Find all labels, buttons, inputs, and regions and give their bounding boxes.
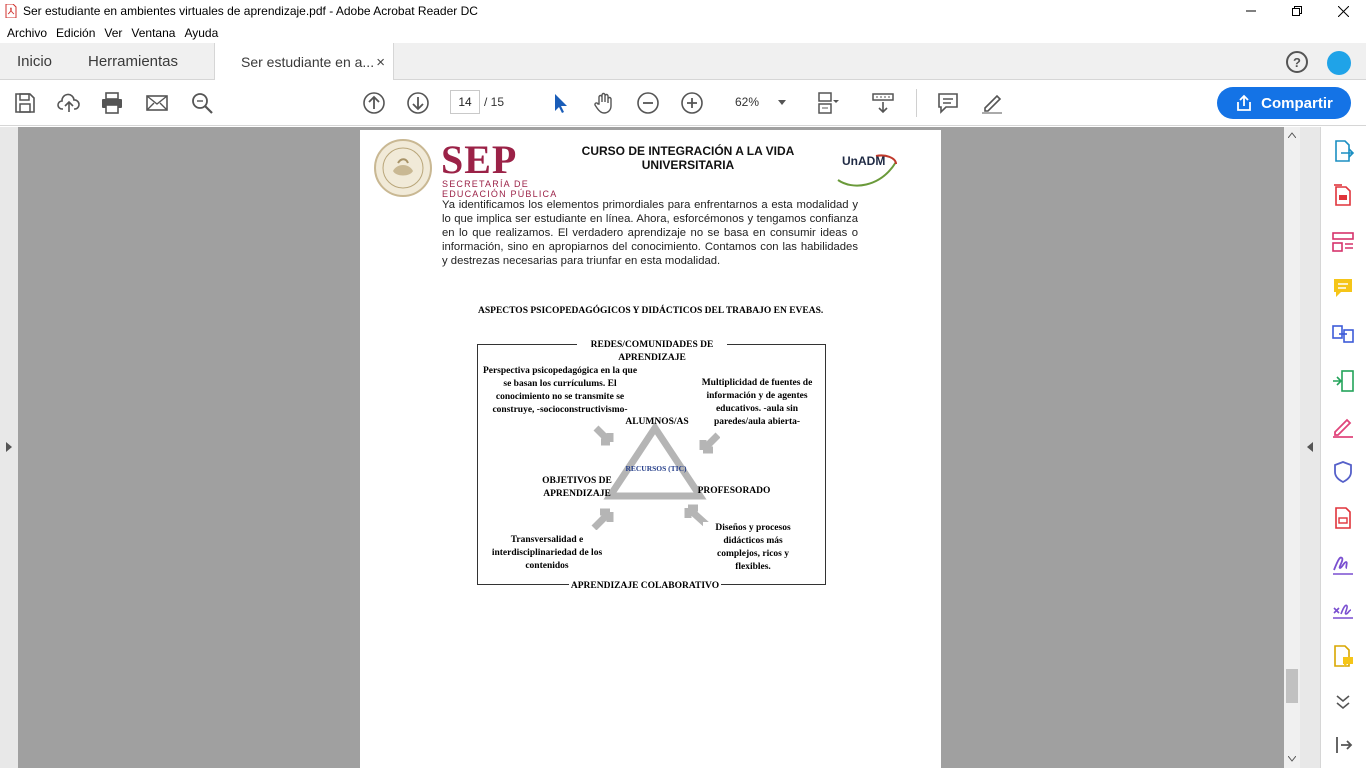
account-avatar[interactable] [1327, 51, 1351, 75]
diagram-objetivos-label: OBJETIVOS DE APRENDIZAJE [542, 476, 612, 499]
page-total: / 15 [484, 95, 505, 109]
zoom-in-icon[interactable] [680, 91, 704, 115]
share-label: Compartir [1261, 94, 1333, 112]
restore-button[interactable] [1274, 0, 1320, 22]
menu-ayuda[interactable]: Ayuda [184, 25, 219, 40]
diagram-title: ASPECTOS PSICOPEDAGÓGICOS Y DIDÁCTICOS DEL TRABAJO EN EVEAS. [478, 306, 824, 316]
diagram-alumnos-label: ALUMNOS/AS [625, 417, 689, 427]
diagram-profesorado-label: PROFESORADO [697, 486, 771, 496]
sign-icon[interactable] [1331, 552, 1355, 576]
close-window-button[interactable] [1320, 0, 1366, 22]
minimize-button[interactable] [1228, 0, 1274, 22]
diagram-bottom-right-text: Diseños y procesos didácticos más complejos, ricos y flexibles. [703, 522, 803, 574]
comment-icon[interactable] [936, 91, 960, 115]
course-title-line1: CURSO DE INTEGRACIÓN A LA VIDA [581, 144, 795, 158]
menu-edicion[interactable]: Edición [56, 25, 96, 40]
tab-document[interactable] [214, 43, 394, 81]
share-button[interactable] [1217, 87, 1351, 119]
compress-pdf-icon[interactable] [1331, 369, 1355, 393]
page-number-input[interactable]: 14 [450, 90, 480, 114]
previous-page-icon[interactable] [362, 91, 386, 115]
collapse-right-panel-icon[interactable] [1306, 442, 1314, 452]
diagram-top-left-text: Perspectiva psicopedagógica en la que se basan los currículums. El conocimiento no se transmite se construye, -socioconstructivismo- [482, 366, 638, 415]
restore-icon [1292, 6, 1302, 16]
zoom-level-select[interactable]: 62% [735, 95, 760, 109]
create-pdf-icon[interactable] [1331, 183, 1355, 207]
toolbar-divider [916, 89, 917, 117]
add-comment-icon[interactable] [1331, 276, 1355, 300]
scrollbar-thumb[interactable] [1286, 669, 1298, 703]
fill-forms-icon[interactable] [1331, 506, 1355, 530]
menu-ver[interactable]: Ver [104, 25, 123, 40]
search-icon[interactable] [190, 91, 214, 115]
expand-left-panel-icon[interactable] [5, 442, 13, 452]
scroll-down-icon[interactable] [1288, 756, 1296, 762]
export-pdf-icon[interactable] [1331, 139, 1355, 163]
fill-and-sign-icon[interactable] [1331, 598, 1355, 622]
tab-document-label: Ser estudiante en a... [241, 54, 375, 70]
fit-page-icon[interactable] [816, 91, 840, 115]
sep-subtitle [442, 179, 557, 199]
menu-ventana[interactable]: Ventana [131, 25, 176, 40]
chevron-down-icon[interactable] [776, 96, 788, 108]
send-for-comments-icon[interactable] [1331, 644, 1355, 668]
window-title: Ser estudiante en ambientes virtuales de aprendizaje.pdf - Adobe Acrobat Reader DC [23, 4, 478, 18]
mexico-seal-logo [374, 139, 432, 197]
right-tools-panel [1320, 127, 1366, 768]
course-title [572, 144, 804, 172]
diagram-top-label: REDES/COMUNIDADES DE APRENDIZAJE [577, 339, 727, 365]
pdf-file-icon [5, 4, 17, 18]
title-bar [0, 0, 1366, 22]
sep-logo-text: SEP [441, 137, 518, 182]
organize-pages-icon[interactable] [1331, 230, 1355, 254]
tab-herramientas[interactable]: Herramientas [88, 53, 179, 70]
next-page-icon[interactable] [406, 91, 430, 115]
sep-subtitle-line2: EDUCACIÓN PÚBLICA [442, 189, 558, 199]
edit-pdf-icon[interactable] [1331, 414, 1355, 438]
unadm-logo-text: UnADM [842, 154, 886, 168]
body-paragraph: Ya identificamos los elementos primordiales para enfrentarnos a esta modalidad y lo que implica ser estudiante en línea. Ahora, esforcémonos y tengamos confianza en lo que realizamos. El verdadero aprendizaje no se basa en consumir ideas o información, sino en apropiarnos del conocimiento. Contamos con las habilidades y destrezas necesarias para triunfar en esta modalidad. [442, 199, 858, 267]
read-mode-icon[interactable] [871, 91, 895, 115]
select-tool-icon[interactable] [548, 91, 572, 115]
collapse-panel-icon[interactable] [1331, 733, 1355, 757]
diagram-bottom-left-text: Transversalidad e interdisciplinariedad de los contenidos [486, 534, 608, 573]
combine-files-icon[interactable] [1331, 322, 1355, 346]
menu-archivo[interactable]: Archivo [7, 25, 48, 40]
sep-subtitle-line1: SECRETARÍA DE [442, 179, 529, 189]
more-tools-chevron-icon[interactable] [1331, 690, 1355, 714]
share-icon [1235, 94, 1253, 112]
unadm-logo [836, 150, 900, 188]
help-button[interactable]: ? [1286, 51, 1308, 73]
highlight-pen-icon[interactable] [980, 91, 1004, 115]
print-icon[interactable] [100, 91, 124, 115]
close-icon [1338, 6, 1349, 17]
diagram-recursos-label: RECURSOS (TIC) [625, 464, 687, 473]
zoom-out-icon[interactable] [636, 91, 660, 115]
course-title-line2: UNIVERSITARIA [641, 158, 735, 172]
cloud-upload-icon[interactable] [57, 91, 81, 115]
minimize-icon [1246, 6, 1256, 16]
save-icon[interactable] [13, 91, 37, 115]
email-icon[interactable] [145, 91, 169, 115]
protect-shield-icon[interactable] [1331, 460, 1355, 484]
diagram-top-right-text: Multiplicidad de fuentes de información y de agentes educativos. -aula sin paredes/aula abierta- [698, 377, 816, 429]
diagram-bottom-label: APRENDIZAJE COLABORATIVO [570, 581, 720, 591]
tab-inicio[interactable]: Inicio [17, 53, 53, 70]
tab-close-button[interactable]: × [376, 53, 385, 71]
hand-tool-icon[interactable] [592, 91, 616, 115]
scroll-up-icon[interactable] [1288, 132, 1296, 138]
tab-bar [0, 43, 1366, 80]
menu-bar [0, 22, 1366, 43]
